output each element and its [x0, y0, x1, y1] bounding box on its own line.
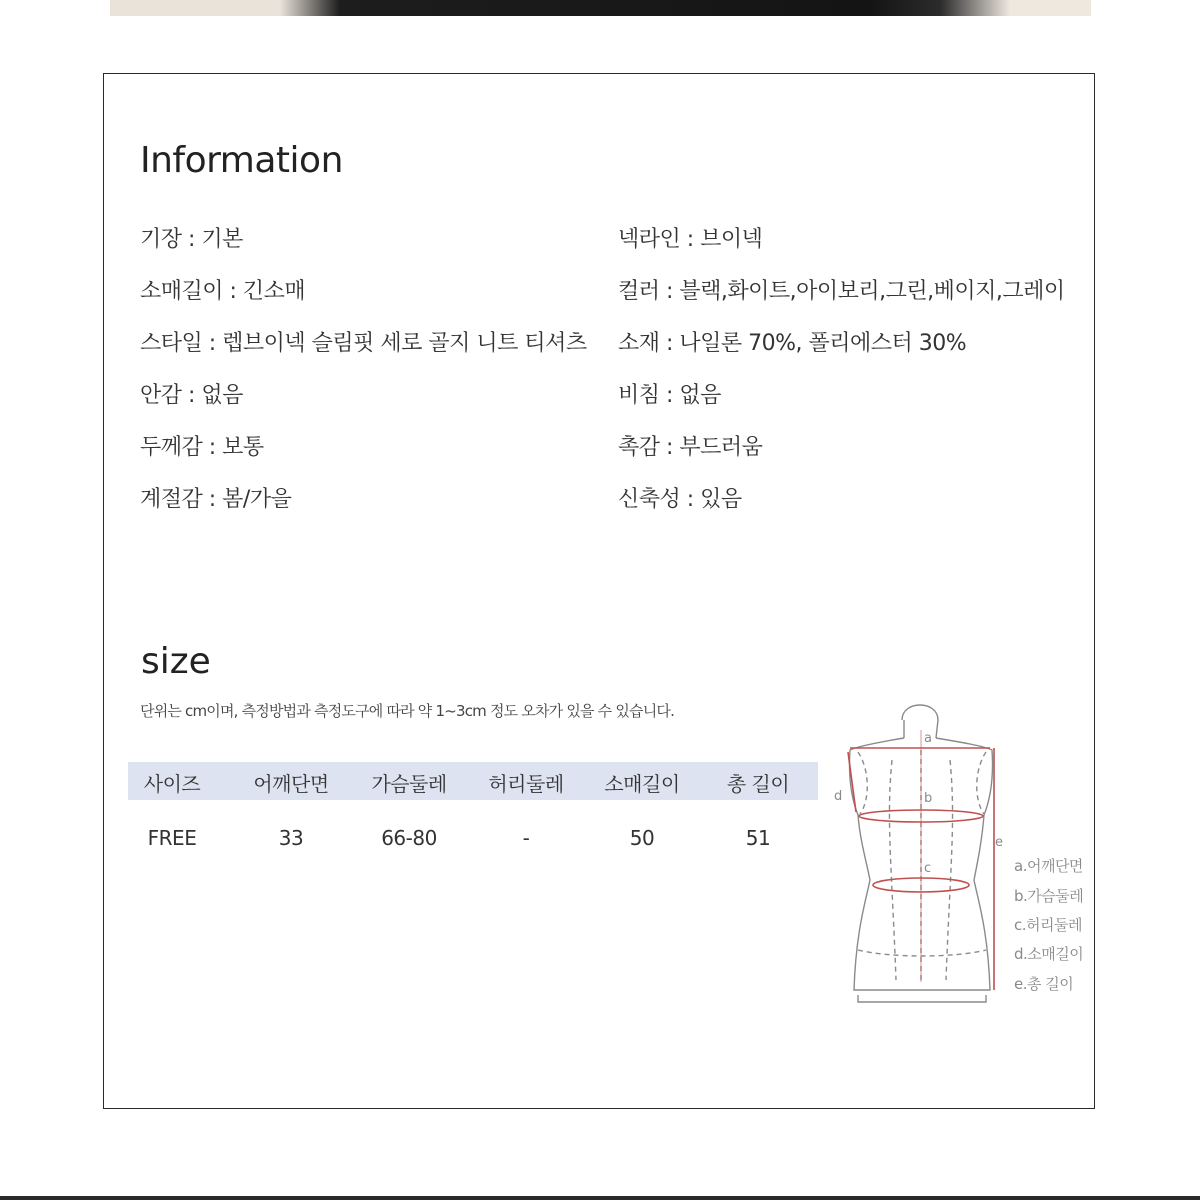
header-size: 사이즈	[143, 772, 201, 796]
header-shoulder: 어깨단면	[253, 772, 329, 796]
spec-season: 계절감 : 봄/가을	[140, 487, 292, 512]
spec-length: 기장 : 기본	[140, 227, 243, 252]
header-sleeve: 소매길이	[604, 772, 680, 796]
value-chest: 66-80	[381, 826, 437, 850]
legend-sleeve: d.소매길이	[1014, 945, 1084, 963]
marker-b: b	[924, 791, 933, 806]
spec-sleeve: 소매길이 : 긴소매	[140, 279, 306, 304]
spec-stretch: 신축성 : 있음	[618, 487, 742, 512]
value-total-length: 51	[745, 826, 771, 850]
size-title: size	[141, 641, 211, 682]
spec-neckline: 넥라인 : 브이넥	[618, 227, 763, 252]
measurement-lines	[848, 730, 994, 990]
legend-waist: c.허리둘레	[1014, 916, 1082, 934]
spec-thickness: 두께감 : 보통	[140, 435, 264, 460]
spec-color: 컬러 : 블랙,화이트,아이보리,그린,베이지,그레이	[618, 279, 1065, 304]
value-shoulder: 33	[278, 826, 304, 850]
value-waist: -	[522, 826, 530, 850]
bottom-divider	[0, 1196, 1200, 1200]
marker-e: e	[995, 835, 1003, 850]
marker-d: d	[834, 789, 843, 804]
spec-sheerness: 비침 : 없음	[618, 383, 721, 408]
size-note: 단위는 cm이며, 측정방법과 측정도구에 따라 약 1~3cm 정도 오차가 있을 수 있습니다.	[140, 702, 675, 720]
spec-texture: 촉감 : 부드러움	[618, 435, 763, 460]
header-chest: 가슴둘레	[371, 772, 447, 796]
value-sleeve: 50	[629, 826, 655, 850]
legend-shoulder: a.어깨단면	[1014, 857, 1083, 875]
information-title: Information	[140, 140, 343, 181]
legend-chest: b.가슴둘레	[1014, 887, 1084, 905]
mannequin-diagram	[830, 690, 1010, 1010]
marker-c: c	[924, 861, 932, 876]
header-total-length: 총 길이	[726, 772, 790, 796]
marker-a: a	[924, 731, 932, 746]
spec-style: 스타일 : 렙브이넥 슬림핏 세로 골지 니트 티셔츠	[140, 331, 587, 356]
spec-material: 소재 : 나일론 70%, 폴리에스터 30%	[618, 331, 967, 356]
header-waist: 허리둘레	[488, 772, 564, 796]
value-size: FREE	[147, 826, 197, 850]
spec-lining: 안감 : 없음	[140, 383, 243, 408]
product-photo-strip	[110, 0, 1091, 16]
legend-total-length: e.총 길이	[1014, 975, 1074, 993]
